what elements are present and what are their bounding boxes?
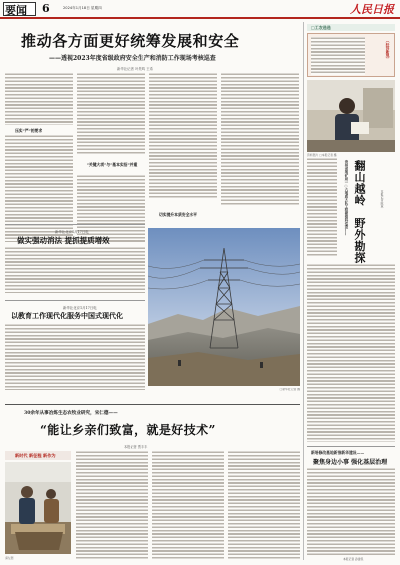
right-body-col2 [307,264,395,442]
brief-2 [5,303,145,385]
masthead [0,0,400,21]
power-line-photo [148,228,300,386]
right-bottom-divider [307,446,395,447]
reading-photo-caption: 资料图片 □本报记者 摄 [307,153,337,157]
feature-column-label: 新时代 新征程 新作为 [15,453,56,458]
bottom-byline: 本报记者 孙建民 [343,557,364,561]
masthead-rule [0,17,400,19]
right-body-col1 [307,158,337,256]
brief-2-body [5,324,145,390]
lead-subhead-2: “关键大项”与“基本实招”并重 [86,162,138,167]
feature-body-col3 [228,451,300,559]
vertical-byline: 本报记者 陈林 [380,190,384,208]
feature-column-tag [5,451,71,460]
economy-box-tag: 〔经济新观〕 [386,39,390,61]
reading-photo [307,80,395,152]
brief-2-kicker: 新华社北京1月17日电 [63,306,97,310]
right-column-divider [303,22,304,560]
photo-caption: □新华社记者 摄 [279,388,300,391]
researcher-photo-illustration [5,462,71,554]
lead-story [5,22,300,250]
newspaper-logo: 人民日报 [350,3,394,16]
lead-text-col3 [149,73,217,199]
feature-photo [5,462,71,554]
right-section-tag [307,24,395,31]
brief-1-title: 做实强动消法 提抓提质增效 [17,236,110,245]
issue-date: 2024年1月18日 星期四 [63,6,102,10]
feature-byline: 本报记者 贾丰丰 [124,445,148,449]
bottom-headline: 聚焦身边小事 强化基层治理 [313,459,388,466]
lead-subhead-3: 切实提升本质安全水平 [159,212,197,217]
economy-box [307,33,395,77]
power-tower-illustration [148,228,300,386]
briefs-divider-2 [5,300,145,301]
lead-text-col4 [221,73,299,206]
brief-2-title: 以教育工作现代化服务中国式现代化 [11,311,123,320]
feature-body-col1 [76,451,148,559]
feature-headline: “能让乡亲们致富，就是好技术” [40,423,216,437]
lead-text-col1b [5,135,73,242]
right-bottom-body [307,468,395,556]
brief-1-kicker: 新华社北京1月17日电 [55,230,89,234]
brief-1 [5,227,145,297]
section-label: 要闻 [5,4,27,17]
photo-caption-text [148,388,300,394]
economy-box-text [311,37,365,75]
vertical-kicker: 贵州省地矿局一○六地质大队工程勘察科巡查—— [344,160,348,236]
lead-text-col2 [77,73,145,155]
briefs-divider [5,224,145,225]
bottom-kicker: 新培修改基地新推新华建设—— [311,450,365,455]
lead-subhead-1: 压实“严”的要求 [15,128,43,133]
reading-worker-illustration [307,80,395,152]
feature-photo-note: 请左图 [5,556,14,560]
vertical-headline: 翻山越岭 野外勘探 [353,160,366,264]
right-section-label: □工农选选 [311,25,331,30]
feature-kicker: 30余年从事冶炼生态农牧业研究，宋仁德—— [24,411,118,416]
lead-headline: 推动各方面更好统筹发展和安全 [21,32,240,50]
feature-body-col2 [152,451,224,559]
brief-1-body [5,247,145,293]
page-number: 6 [42,2,50,15]
lead-text-col1 [5,73,73,125]
feature-divider [5,404,300,405]
lead-byline: 新华社记者 叶昊鸣 王希 [117,67,154,71]
lead-subtitle: ——透视2023年度省级政府安全生产和消防工作现场考核巡查 [49,55,216,62]
